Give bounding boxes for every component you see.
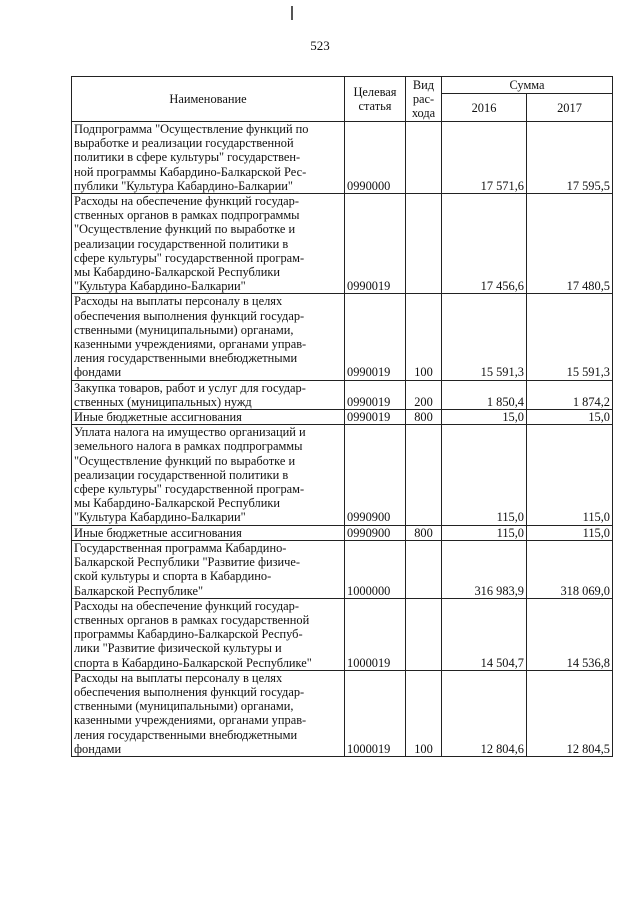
row-name	[72, 410, 345, 425]
row-name-line: ной программы Кабардино-Балкарской Рес-	[74, 164, 307, 179]
row-name	[72, 380, 345, 409]
row-name-line: Государственная программа Кабардино-	[74, 540, 287, 555]
row-name-line: спорта в Кабардино-Балкарской Республике"	[74, 655, 312, 670]
row-expense-type	[406, 425, 442, 525]
row-target-article: 0990000	[345, 122, 406, 194]
row-target-article: 0990019	[345, 294, 406, 380]
table-row	[72, 670, 613, 756]
row-name	[72, 425, 345, 525]
row-name	[72, 194, 345, 294]
row-sum-2017: 17 595,5	[527, 122, 613, 194]
row-expense-type	[406, 194, 442, 294]
row-name-line: земельного налога в рамках подпрограммы	[74, 439, 303, 454]
row-name-line: Уплата налога на имущество организаций и	[74, 425, 306, 440]
header-expense-type: Вид рас-хода	[406, 77, 442, 122]
row-name-line: политики в сфере культуры" государствен-	[74, 150, 301, 165]
row-target-article: 1000000	[345, 540, 406, 598]
header-year-2016: 2016	[442, 94, 527, 122]
table-row	[72, 410, 613, 425]
row-sum-2016: 14 504,7	[442, 598, 527, 670]
row-name-line: Балкарской Республики "Развитие физиче-	[74, 555, 301, 570]
row-sum-2017: 14 536,8	[527, 598, 613, 670]
row-name	[72, 670, 345, 756]
row-name-line: Закупка товаров, работ и услуг для государ-	[74, 380, 306, 395]
row-sum-2017: 12 804,5	[527, 670, 613, 756]
row-name-line: Расходы на обеспечение функций государ-	[74, 194, 300, 209]
row-sum-2016: 12 804,6	[442, 670, 527, 756]
row-target-article: 0990900	[345, 425, 406, 525]
row-sum-2016: 15 591,3	[442, 294, 527, 380]
row-name-line: Иные бюджетные ассигнования	[74, 525, 242, 540]
row-name-line: ственными (муниципальными) органами,	[74, 699, 294, 714]
row-name	[72, 294, 345, 380]
row-sum-2017: 115,0	[527, 425, 613, 525]
row-name-line: сфере культуры" государственной програм-	[74, 482, 305, 497]
row-name-line: реализации государственной политики в	[74, 467, 289, 482]
row-name-line: программы Кабардино-Балкарской Респуб-	[74, 627, 303, 642]
row-name-line: "Культура Кабардино-Балкарии"	[74, 510, 246, 525]
row-name-line: мы Кабардино-Балкарской Республики	[74, 265, 280, 280]
budget-table	[71, 76, 613, 757]
row-target-article: 0990019	[345, 410, 406, 425]
row-name	[72, 122, 345, 194]
header-name: Наименование	[72, 77, 345, 122]
row-name-line: Иные бюджетные ассигнования	[74, 410, 242, 425]
scan-mark	[291, 6, 293, 20]
table-row	[72, 294, 613, 380]
page-number: 523	[310, 38, 330, 53]
row-name-line: публики "Культура Кабардино-Балкарии"	[74, 178, 293, 193]
table-header	[72, 77, 613, 122]
row-name-line: "Осуществление функций по выработке и	[74, 222, 296, 237]
row-target-article: 0990900	[345, 525, 406, 540]
row-name-line: ления государственными внебюджетными	[74, 351, 298, 366]
row-sum-2016: 316 983,9	[442, 540, 527, 598]
row-sum-2017: 1 874,2	[527, 380, 613, 409]
table-row	[72, 194, 613, 294]
row-expense-type: 800	[406, 410, 442, 425]
header-year-2017: 2017	[527, 94, 613, 122]
row-sum-2016: 17 571,6	[442, 122, 527, 194]
row-name-line: мы Кабардино-Балкарской Республики	[74, 496, 280, 511]
table-row	[72, 380, 613, 409]
row-target-article: 0990019	[345, 194, 406, 294]
header-target-article: Целевая статья	[345, 77, 406, 122]
row-name-line: "Осуществление функций по выработке и	[74, 453, 296, 468]
row-name-line: Подпрограмма "Осуществление функций по	[74, 122, 309, 136]
row-name-line: "Культура Кабардино-Балкарии"	[74, 279, 246, 294]
row-sum-2017: 115,0	[527, 525, 613, 540]
row-name-line: сфере культуры" государственной програм-	[74, 250, 305, 265]
row-name	[72, 598, 345, 670]
row-name	[72, 540, 345, 598]
row-expense-type: 100	[406, 670, 442, 756]
row-name-line: Расходы на обеспечение функций государ-	[74, 598, 300, 613]
row-expense-type	[406, 598, 442, 670]
row-sum-2017: 318 069,0	[527, 540, 613, 598]
table-body	[72, 122, 613, 757]
table-row	[72, 598, 613, 670]
row-sum-2016: 15,0	[442, 410, 527, 425]
row-expense-type	[406, 540, 442, 598]
row-expense-type: 200	[406, 380, 442, 409]
row-sum-2017: 17 480,5	[527, 194, 613, 294]
row-name-line: обеспечения выполнения функций государ-	[74, 308, 305, 323]
table-row	[72, 525, 613, 540]
row-name-line: ской культуры и спорта в Кабардино-	[74, 569, 272, 584]
row-name-line: Расходы на выплаты персоналу в целях	[74, 670, 283, 685]
row-sum-2017: 15,0	[527, 410, 613, 425]
row-expense-type: 100	[406, 294, 442, 380]
row-name-line: ственных органов в рамках государственной	[74, 612, 310, 627]
row-name-line: фондами	[74, 741, 122, 756]
row-name-line: казенными учреждениями, органами управ-	[74, 713, 307, 728]
row-expense-type: 800	[406, 525, 442, 540]
row-name-line: Расходы на выплаты персоналу в целях	[74, 294, 283, 309]
table-row	[72, 540, 613, 598]
header-sum: Сумма	[442, 77, 613, 94]
row-name-line: лики "Развитие физической культуры и	[74, 641, 282, 656]
row-sum-2017: 15 591,3	[527, 294, 613, 380]
row-sum-2016: 17 456,6	[442, 194, 527, 294]
row-name-line: казенными учреждениями, органами управ-	[74, 337, 307, 352]
row-target-article: 0990019	[345, 380, 406, 409]
row-target-article: 1000019	[345, 670, 406, 756]
row-name-line: ственными (муниципальными) органами,	[74, 322, 294, 337]
row-name-line: фондами	[74, 365, 122, 380]
row-sum-2016: 115,0	[442, 425, 527, 525]
table-row	[72, 122, 613, 194]
row-name-line: обеспечения выполнения функций государ-	[74, 684, 305, 699]
table-row	[72, 425, 613, 525]
row-name-line: Балкарской Республике"	[74, 583, 204, 598]
row-name-line: ственных органов в рамках подпрограммы	[74, 208, 300, 223]
row-name-line: ственных (муниципальных) нужд	[74, 394, 252, 409]
row-name-line: реализации государственной политики в	[74, 236, 289, 251]
row-expense-type	[406, 122, 442, 194]
row-name	[72, 525, 345, 540]
row-name-line: выработке и реализации государственной	[74, 136, 294, 151]
row-target-article: 1000019	[345, 598, 406, 670]
row-name-line: ления государственными внебюджетными	[74, 727, 298, 742]
row-sum-2016: 1 850,4	[442, 380, 527, 409]
row-sum-2016: 115,0	[442, 525, 527, 540]
